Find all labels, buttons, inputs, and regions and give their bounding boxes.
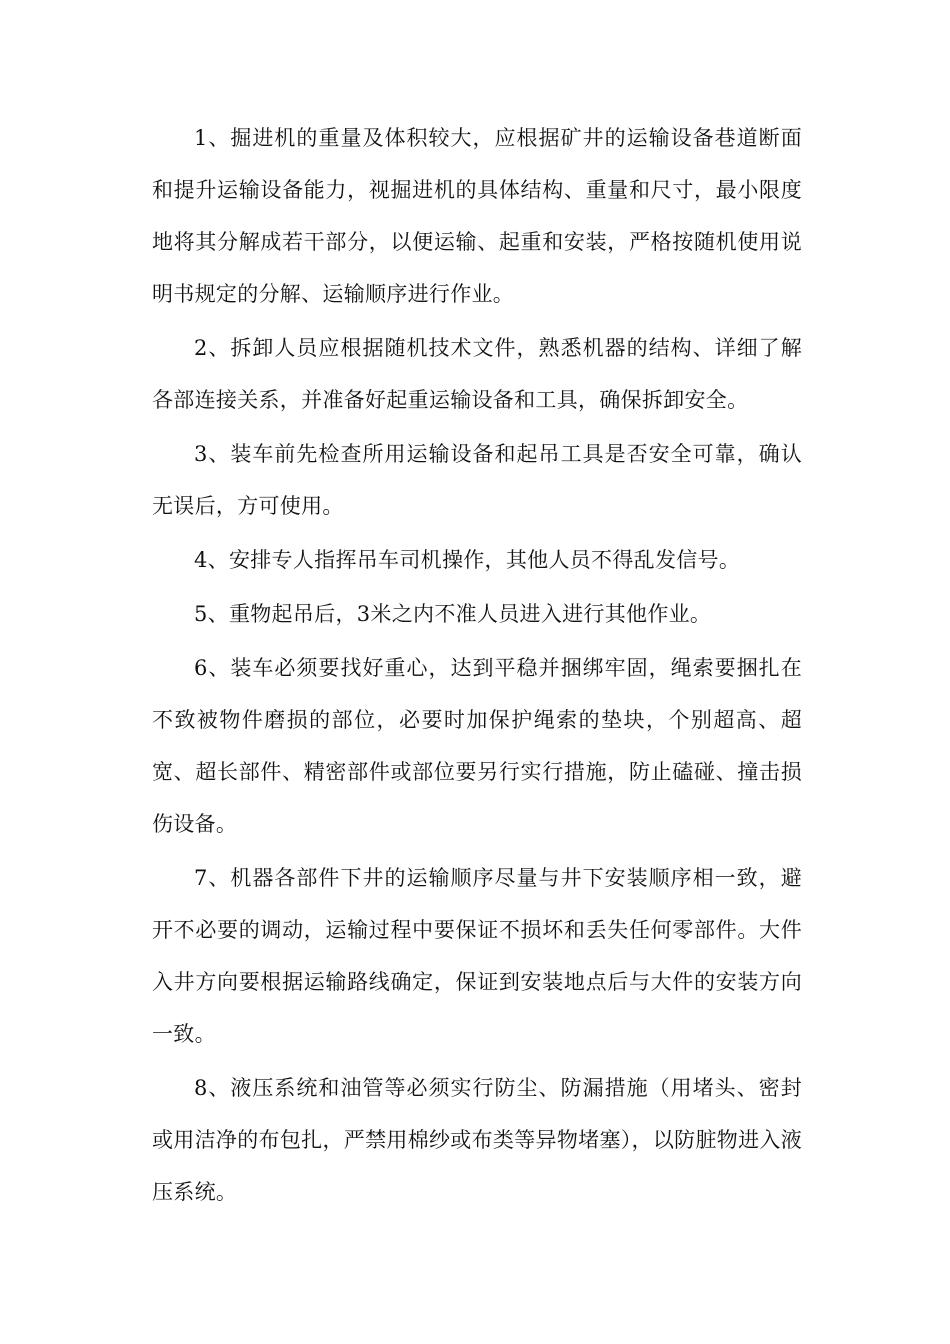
document-body <box>152 112 802 1220</box>
paragraph-3: 3、装车前先检查所用运输设备和起吊工具是否安全可靠，确认无误后，方可使用。 <box>152 442 802 518</box>
paragraph-4: 4、安排专人指挥吊车司机操作，其他人员不得乱发信号。 <box>194 548 741 572</box>
paragraph-2: 2、拆卸人员应根据随机技术文件，熟悉机器的结构、详细了解各部连接关系，并准备好起重运输设备和工具，确保拆卸安全。 <box>152 336 802 412</box>
paragraph-7: 7、机器各部件下井的运输顺序尽量与井下安装顺序相一致，避开不必要的调动，运输过程中要保证不损坏和丢失任何零部件。大件入井方向要根据运输路线确定，保证到安装地点后与大件的安装方向一致。 <box>152 866 802 1046</box>
paragraph-6: 6、装车必须要找好重心，达到平稳并捆绑牢固，绳索要捆扎在不致被物件磨损的部位，必要时加保护绳索的垫块，个别超高、超宽、超长部件、精密部件或部位要另行实行措施，防止磕碰、撞击损伤设备。 <box>152 656 802 836</box>
paragraph-5: 5、重物起吊后，3米之内不准人员进入进行其他作业。 <box>194 602 712 626</box>
paragraph-8: 8、液压系统和油管等必须实行防尘、防漏措施（用堵头、密封或用洁净的布包扎，严禁用棉纱或布类等异物堵塞），以防脏物进入液压系统。 <box>152 1076 802 1204</box>
paragraph-1: 1、掘进机的重量及体积较大，应根据矿井的运输设备巷道断面和提升运输设备能力，视掘进机的具体结构、重量和尺寸，最小限度地将其分解成若干部分，以便运输、起重和安装，严格按随机使用说明书规定的分解、运输顺序进行作业。 <box>152 126 802 306</box>
